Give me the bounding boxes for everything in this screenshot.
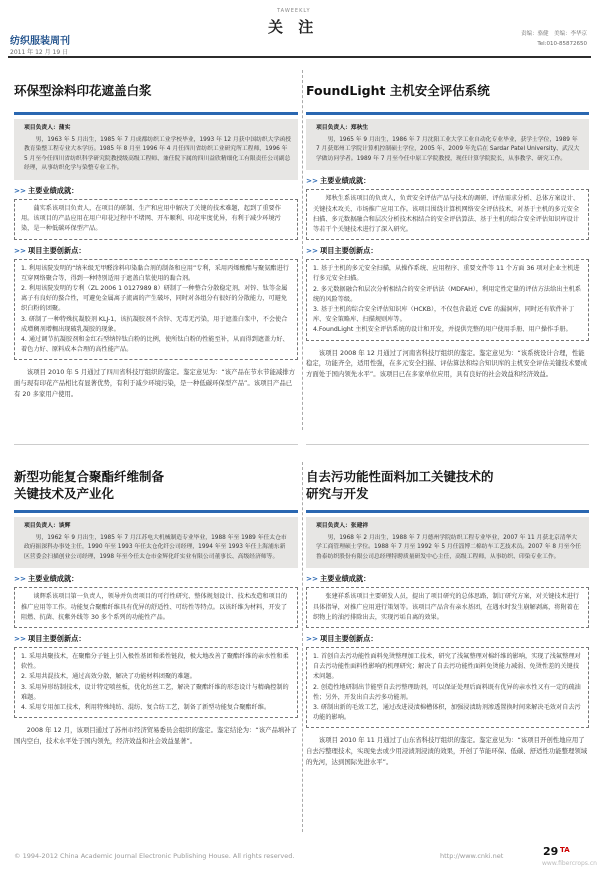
innovation-item: 4. 通过调节抗凝胶剂和金红石型纳锌钛白粉的比例，使所钛白粉的性能至补，从而得到遮盖力好、着色力好、原料成本合理的高性能产品。	[21, 336, 289, 354]
innovation-item: 1. 首创自去污功能性面料免烫整理加工技术，研究了浅氟整理对棉纤维的影响，实现了浅氟整理对自去污功能性面料性影响的机理研究；解决了自去污功能性面料免烫能力减弱、免烫性差的关键技术问题。	[313, 652, 581, 681]
article	[14, 66, 298, 399]
section-heading-text: 项目主要创新点：	[320, 633, 378, 643]
row-divider	[14, 444, 298, 445]
title-bar	[14, 510, 298, 513]
arrow-icon: >>	[306, 176, 319, 186]
title-bar	[306, 510, 589, 513]
article	[14, 458, 298, 746]
section-heading	[306, 634, 589, 644]
innovation-item: 2. 多元数据融合和层次分析相结合的安全评估法（MDFAH），利用定性定量的评估方法给出主机系统的风险等级。	[313, 285, 582, 303]
section-heading-text: 主要业绩成就：	[320, 176, 371, 186]
section-heading	[14, 574, 298, 584]
leader-box	[14, 119, 298, 180]
section-heading	[14, 186, 298, 196]
achievements-box	[14, 199, 298, 240]
arrow-icon: >>	[14, 633, 27, 643]
leader-bio: 男，1962 年 9 月出生，1985 年 7 月江苏电大机械制造专业毕业，1988 年至 1989 年任太仓市政府振深科办事处主任，1990 年至 1993 年任太仓化纤公司经理，1994 年至 1993 年任上海浦东新区营委会扫描创业公司经理，1998 年至今任太仓市金辉化纤实业有限公司董事长、高级经济师等。	[24, 534, 287, 560]
title-bar	[306, 112, 589, 115]
achievements-text: 张建祥系该项目主要研发人员，提出了项目研究的总体思路，制订研究方案，对关键技术进行具体指导，对推广应用进行策划等。该项目产品含有亲水基团，在遇水时发生崩解剥离，将附着在织物上的油污排除出去，实现污垢自离的效果。	[313, 593, 580, 621]
innovation-item: 3. 采用异形纺制技术，设计特定喷丝板，优化纺丝工艺，解决了聚酯纤维的形态设计与精确控制的难题。	[21, 683, 289, 701]
leader-label: 项目负责人：郑秋生	[316, 125, 369, 131]
issue-date: 2011 年 12 月 19 日	[10, 49, 69, 56]
innovation-item: 3. 基于主机的综合安全评估知识库（HCKB），不仅包含最近 CVE 的漏洞库，同时还有软件补丁库、安全策略库、扫描规则库等。	[313, 306, 575, 324]
section-heading-text: 项目主要创新点：	[320, 246, 378, 256]
column-divider	[302, 462, 303, 832]
article-title	[306, 458, 589, 510]
editor-tel: Tel:010-85872650	[537, 41, 587, 47]
innovations-box	[14, 647, 298, 718]
innovation-item: 3. 研制出新的毛效工艺，通过改进浸渍棉槽体积，加强浸渍助剂渗透置换时间来解决毛效对自去污功能的影响。	[313, 704, 581, 722]
section-title: 关 注	[268, 18, 319, 36]
copyright-text: © 1994-2012 China Academic Journal Electronic Publishing House. All rights reserved.	[14, 852, 295, 860]
conclusion-text: 该项目 2008 年 12 月通过了河南省科技厅组织的鉴定。鉴定意见为：“该系统设计合理，性能稳定，功能齐全，适用性强，在多元安全扫描、评估算法和综合知识库的主机安全评估关键技术要成方面处于国内领先水平”。该项目已在多家单位应用，具有良好的社会效益和经济效益。	[306, 348, 588, 378]
footer-url: http://www.cnki.net	[440, 852, 504, 860]
publisher-logo-icon: TA	[560, 846, 570, 854]
section-heading-text: 项目主要创新点：	[28, 245, 86, 255]
section-heading-text: 项目主要创新点：	[28, 633, 86, 643]
innovation-item: 2. 利用该院发明的专利（ZL 2006 1 0127989 8）研制了一种整合分散稳定剂，对锌、钛等金属离子有良好的螯合性，可避免金属离子流离的产生破坏，同时对各组分有很好的分散能力，可避免织白粉的团聚。	[21, 284, 288, 313]
article-title: FoundLight 主机安全评估系统	[306, 83, 490, 98]
leader-box	[306, 517, 589, 568]
innovation-item: 4. 采用专用加工技术，利用特殊纯纺、混纺、复合纺工艺，制备了新型功能复合聚酯纤维。	[21, 704, 271, 711]
editor-credits	[482, 29, 587, 49]
innovation-item: 1. 利用该院发明的“纳米级无甲醛涂料印染黏合剂的制备和应用”专利，采用丙烯酸酯与聚氨酯进行互穿网络聚合等，得到一种特别适用于遮盖白浆使用的黏合剂。	[21, 264, 289, 282]
achievements-box	[306, 587, 589, 628]
conclusion-text: 2008 年 12 月，该项目通过了苏州市经济贸易委员会组织的鉴定。鉴定结论为：“该产品填补了国内空白，技术水平处于国内领先，经济效益和社会效益显著”。	[14, 726, 298, 745]
leader-box	[306, 119, 589, 170]
section-heading	[306, 176, 589, 186]
leader-bio: 男，1965 年 9 月出生，1986 年 7 月沈阳工业大学工业自动化专业毕业，获学士学位，1989 年 7 月获郑州工学院计算机控制硕士学位，2005 年、2009 年先后在 Sardar Patel University、武汉大学做访问学者。1989 年 7 月至今任中原工学院教授，现任计算学院院长，从事教学、研究工作。	[316, 136, 580, 162]
article-title	[14, 458, 298, 510]
leader-label: 项目负责人：蒲实	[24, 125, 71, 131]
editor-names: 责编：骆健 美编：李华京	[520, 31, 587, 37]
watermark-text: www.fibercrops.cn	[542, 860, 597, 867]
article-title-line: 自去污功能性面料加工关键技术的	[306, 469, 494, 484]
achievements-text: 郑秋生系该项目的负责人，负责安全评估产品与技术的调研、评估需求分析、总体方案设计、关键技术攻关、市场推广应用工作。该项目围绕计算机网络安全评估技术，对基于主机的多元安全扫描、多元数据融合和层次分析技术相结合的安全评估算法、基于主机的综合安全评估知识库设计等若干个关键技术进行了深入研究。	[313, 195, 580, 233]
section-heading	[14, 634, 298, 644]
masthead-brand: 纺织服装周刊	[10, 36, 70, 47]
article-title: 环保型涂料印花遮盖白浆	[14, 83, 152, 98]
section-heading	[306, 246, 589, 256]
conclusion-text: 该项目 2010 年 11 月通过了山东省科技厅组织的鉴定。鉴定意见为：“该项目开创性地应用了自去污整理技术，实现免去或少用浸渍剂浸渍的效果，开创了节能环保、低碳、舒适性功能整理领域的先河，达到国际先进水平”。	[306, 736, 588, 766]
innovation-item: 2. 采用共混技术，通过高效分散，解决了功能材料团聚的难题。	[21, 673, 196, 681]
weekly-label: TAWEEKLY	[277, 8, 311, 14]
innovations-box	[306, 647, 589, 728]
leader-bio: 男，1968 年 2 月出生，1988 年 7 月德州学院纺织工程专业毕业，2007 年 11 月获北京清华大学工商管理硕士学位。1988 年 7 月至 1992 年 5 月任淄博二棉纺车工艺技术员。2007 年 8 月至今任鲁泰纺织股份有限公司总经理特聘质量研发中心主任，高级工程师，从事纺织、印染专业工作。	[316, 534, 582, 560]
article	[306, 66, 589, 379]
innovations-box	[14, 259, 298, 361]
arrow-icon: >>	[14, 245, 27, 255]
section-heading-text: 主要业绩成就：	[320, 574, 371, 584]
arrow-icon: >>	[306, 574, 319, 584]
innovation-item: 1. 基于主机的多元安全扫描，从操作系统、应用程序、重要文件等 11 个方面 36 项对企业主机进行多元安全扫描。	[313, 265, 580, 283]
innovations-box	[306, 259, 589, 340]
article-title-line: 新型功能复合聚酯纤维制备	[14, 469, 165, 484]
arrow-icon: >>	[14, 185, 27, 195]
innovation-item: 3. 研制了一种特殊抗凝胶剂 KLJ-1，该抗凝胶剂不含锌、无毒无污染，用于遮盖白浆中，不会使合成增稠剂增稠出现破乳凝胶的现象。	[21, 315, 288, 333]
leader-bio: 男，1963 年 5 月出生，1985 年 7 月成都纺织工业学校毕业，1993 年 12 月获中国纺织大学函授教育染整工程专业大本学历。1985 年 8 月至 1996 年 4 月任四川省纺织工业研究所工程师，1996 年 5 月至今任四川省纺织科学研究院教授级高级工程师、兼任院下属的四川益欣精细化工有限责任公司副总经理，从事纺织化学与染整专业工作。	[24, 136, 291, 172]
section-heading	[306, 574, 589, 584]
row-divider	[306, 444, 589, 445]
title-bar	[14, 112, 298, 115]
achievements-box	[14, 587, 298, 628]
article-title-line: 研究与开发	[306, 486, 369, 501]
section-heading-text: 主要业绩成就：	[28, 185, 79, 195]
leader-box	[14, 517, 298, 568]
achievements-box	[306, 189, 589, 240]
arrow-icon: >>	[306, 246, 319, 256]
arrow-icon: >>	[306, 633, 319, 643]
column-divider	[302, 70, 303, 430]
section-heading-text: 主要业绩成就：	[28, 574, 79, 584]
page-number: 29	[543, 845, 559, 858]
page-header	[0, 0, 599, 66]
article-title-line: 关键技术及产业化	[14, 486, 115, 501]
innovation-item: 1. 采用共聚技术，在聚酯分子链上引入极性基团和柔性链段，极大地改善了聚酯纤维的亲水性和柔软性。	[21, 652, 289, 671]
conclusion-text: 该项目 2010 年 5 月通过了四川省科技厅组织的鉴定。鉴定意见为：“该产品在节水节能减排方面与现有印花产品相比有显著优势，有利于减少环境污染，是一种低碳环保型产品”。该项目产品已有 20 多家用户使用。	[14, 368, 296, 398]
article	[306, 458, 589, 767]
innovation-item: 4.FoundLight 主机安全评估系统的设计和开发，并提供完整的用户使用手册、用户操作手册。	[313, 326, 572, 334]
arrow-icon: >>	[14, 574, 27, 584]
innovation-item: 2. 创造性地研制出节能型自去污整理助剂，可以保证处理后面料既有优异的亲水性又有一定的疏油性；另外，开发出自去污多功能剂。	[313, 683, 581, 701]
achievements-text: 谈辉系该项目第一负责人，领导并负责项目的可行性研究、整体规划设计、技术改造和项目的推广应用等工作。功能复合聚酯纤维具有优异的舒适性、可纺性等特点。以该纤维为材料，开发了阻燃、抗菌、抗紫外线等 30 多个系列的功能性产品。	[21, 593, 288, 621]
section-heading	[14, 246, 298, 256]
leader-label: 项目负责人：谈辉	[24, 523, 71, 529]
leader-label: 项目负责人：张建祥	[316, 523, 369, 529]
header-rule	[8, 56, 591, 58]
achievements-text: 蒲实系该项目负责人，在项目的研制、生产和应用中解决了关键的技术难题，起到了重要作用。该项目的产品应用在用户印花过程中不堵网、开车顺利、印花牢度优异，有利于减少环境污染，是一种低碳环保型产品。	[21, 204, 281, 233]
